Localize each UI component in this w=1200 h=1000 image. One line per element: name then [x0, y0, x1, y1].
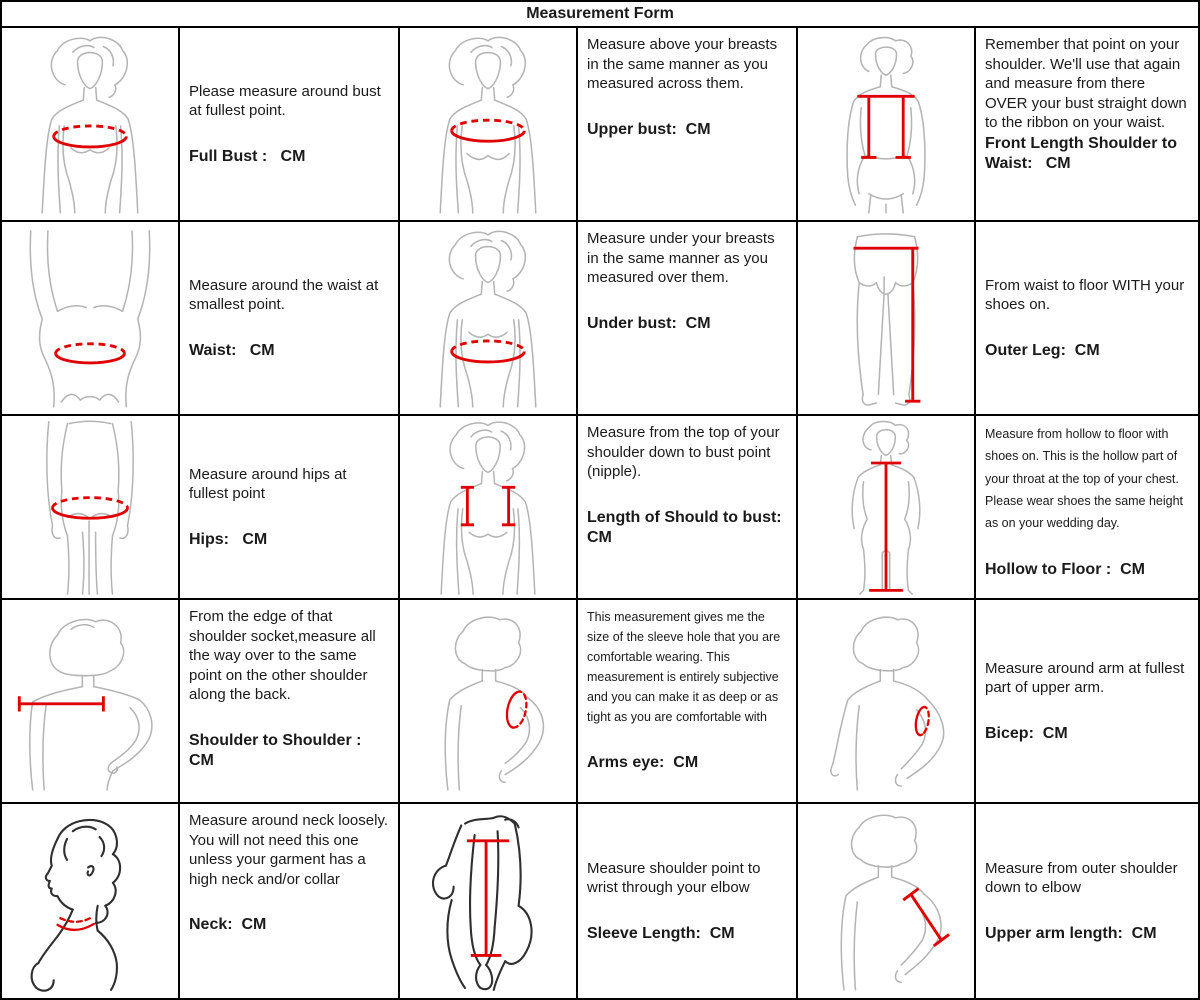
- outer-leg-figure: [800, 224, 972, 412]
- cell-upper-bust-image: [400, 28, 576, 220]
- instruction-text: Measure above your breasts in the same manner as you measured across them.: [587, 36, 782, 92]
- shoulder-to-bust-figure: [402, 418, 574, 596]
- measure-label: Neck: CM: [189, 916, 267, 933]
- shoulder-to-shoulder-figure: [4, 602, 176, 800]
- upper-arm-length-figure: [800, 806, 972, 996]
- cell-full-bust-text: [180, 28, 398, 220]
- cell-front-length-image: [798, 28, 974, 220]
- cell-bicep-image: [798, 600, 974, 802]
- cell-shoulder-bust-text: [578, 416, 796, 598]
- instruction-text: Measure from the top of your shoulder down to bust point (nipple).: [587, 424, 784, 480]
- sleeve-length-figure: [402, 806, 574, 996]
- cell-bicep-text: [976, 600, 1198, 802]
- cell-shoulder-shoulder-image: [2, 600, 178, 802]
- cell-shoulder-bust-image: [400, 416, 576, 598]
- cell-hips-image: [2, 416, 178, 598]
- cell-neck-text: [180, 804, 398, 998]
- under-bust-figure: [402, 224, 574, 412]
- cell-upper-arm-image: [798, 804, 974, 998]
- cell-waist-text: [180, 222, 398, 414]
- cell-shoulder-shoulder-text: [180, 600, 398, 802]
- measure-label: Under bust: CM: [587, 314, 711, 332]
- instruction-text: From waist to floor WITH your shoes on.: [985, 276, 1189, 313]
- neck-figure: [4, 806, 176, 996]
- cell-outer-leg-text: [976, 222, 1198, 414]
- cell-under-bust-text: [578, 222, 796, 414]
- measure-label: Shoulder to Shoulder : CM: [189, 731, 366, 769]
- bicep-figure: [800, 602, 972, 800]
- cell-arms-eye-text: [578, 600, 796, 802]
- hips-figure: [4, 418, 176, 596]
- instruction-text: This measurement gives me the size of the sleeve hole that you are comfortable wearing. This measurement is entirely subjective and you can make it as deep or as tight as you are comfortable with: [587, 610, 784, 724]
- measure-label: Upper arm length: CM: [985, 924, 1157, 942]
- cell-front-length-text: [976, 28, 1198, 220]
- instruction-text: Measure from outer shoulder down to elbow: [985, 859, 1182, 896]
- measure-label: Waist: CM: [189, 341, 275, 359]
- cell-sleeve-length-text: [578, 804, 796, 998]
- cell-hips-text: [180, 416, 398, 598]
- instruction-text: Measure under your breasts in the same manner as you measured over them.: [587, 230, 779, 286]
- hollow-to-floor-figure: [800, 418, 972, 596]
- arms-eye-figure: [402, 602, 574, 800]
- measure-label: Bicep: CM: [985, 724, 1068, 742]
- full-bust-figure: [4, 30, 176, 218]
- measure-label: Upper bust: CM: [587, 120, 711, 138]
- cell-sleeve-length-image: [400, 804, 576, 998]
- cell-neck-image: [2, 804, 178, 998]
- instruction-text: Measure from hollow to floor with shoes on. This is the hollow part of your throat at the top of your chest. Please wear shoes the same height as on your wedding day.: [985, 427, 1187, 530]
- cell-full-bust-image: [2, 28, 178, 220]
- instruction-text: Measure around neck loosely. You will not need this one unless your garment has a high neck and/or collar: [189, 812, 392, 888]
- upper-bust-figure: [402, 30, 574, 218]
- cell-outer-leg-image: [798, 222, 974, 414]
- cell-upper-bust-text: [578, 28, 796, 220]
- cell-upper-arm-text: [976, 804, 1198, 998]
- measure-label: Hollow to Floor : CM: [985, 561, 1145, 579]
- instruction-text: Measure around the waist at smallest point.: [189, 276, 383, 313]
- measure-label: Arms eye: CM: [587, 754, 699, 771]
- instruction-text: Please measure around bust at fullest point.: [189, 82, 385, 119]
- measure-label: Front Length Shoulder to Waist: CM: [985, 134, 1182, 172]
- waist-figure: [4, 224, 176, 412]
- measure-label: Length of Should to bust: CM: [587, 508, 791, 546]
- front-shoulder-to-waist-figure: [800, 30, 972, 218]
- cell-arms-eye-image: [400, 600, 576, 802]
- measure-label: Outer Leg: CM: [985, 341, 1100, 359]
- instruction-text: Measure around hips at fullest point: [189, 465, 351, 502]
- cell-waist-image: [2, 222, 178, 414]
- instruction-text: From the edge of that shoulder socket,measure all the way over to the same point on the other shoulder along the back.: [189, 608, 380, 703]
- cell-hollow-floor-text: [976, 416, 1198, 598]
- cell-under-bust-image: [400, 222, 576, 414]
- form-title: Measurement Form: [2, 2, 1198, 26]
- instruction-text: Measure shoulder point to wrist through your elbow: [587, 859, 765, 896]
- measure-label: Hips: CM: [189, 530, 268, 548]
- cell-hollow-floor-image: [798, 416, 974, 598]
- measure-label: Full Bust : CM: [189, 147, 306, 165]
- instruction-text: Measure around arm at fullest part of upper arm.: [985, 659, 1189, 696]
- measure-label: Sleeve Length: CM: [587, 924, 735, 942]
- instruction-text: Remember that point on your shoulder. We'll use that again and measure from there OVER your bust straight down to the ribbon on your waist.: [985, 36, 1191, 131]
